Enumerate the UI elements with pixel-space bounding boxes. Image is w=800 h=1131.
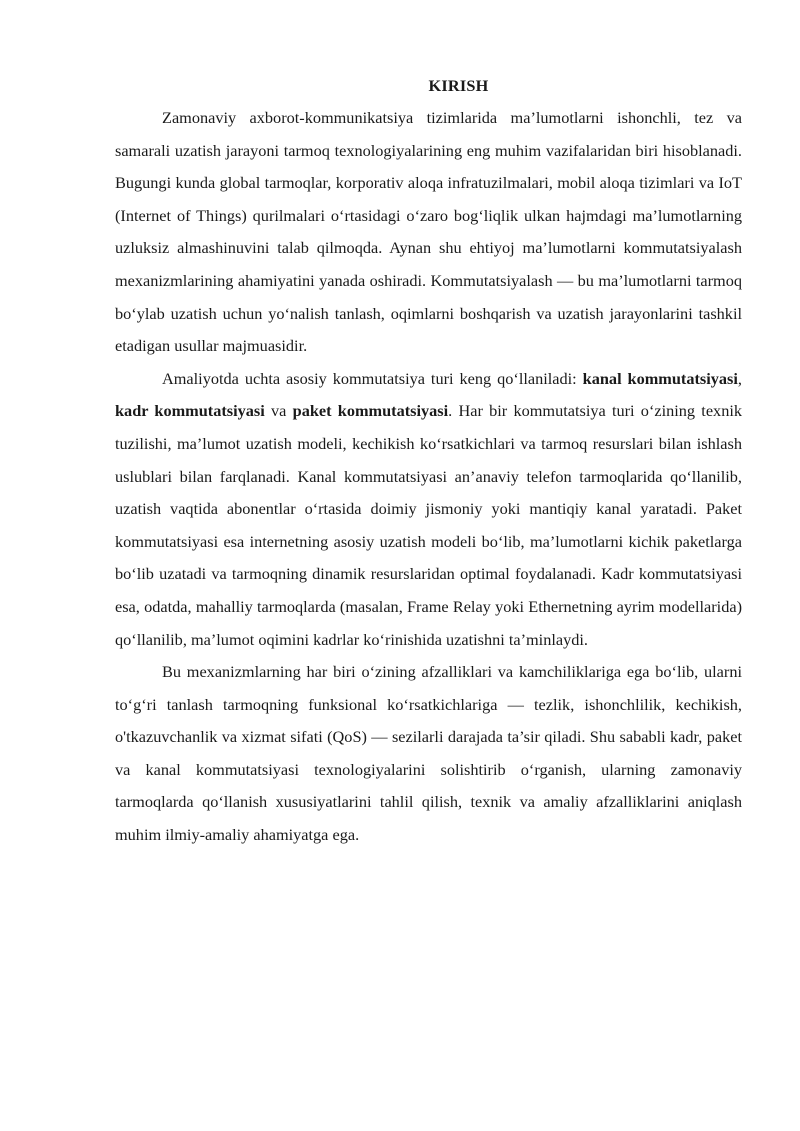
paragraph-2-rest: . Har bir kommutatsiya turi o‘zining texnik tuzilishi, ma’lumot uzatish modeli, kechikish ko‘rsatkichlari va tarmoq resurslari bilan ishlash uslublari bilan farqlanadi. Kanal kommutatsiyasi an’anaviy telefon tarmoqlarida qo‘llanilib, uzatish vaqtida abonentlar o‘rtasida doimiy jismoniy yoki mantiqiy kanal yaratadi. Paket kommutatsiyasi esa internetning asosiy uzatish modeli bo‘lib, ma’lumotlarni kichik paketlarga bo‘lib uzatadi va tarmoqning dinamik resurslaridan optimal foydalanadi. Kadr kommutatsiyasi esa, odatda, mahalliy tarmoqlarda (masalan, Frame Relay yoki Ethernetning ayrim modellarida) qo‘llanilib, ma’lumot oqimini kadrlar ko‘rinishida uzatishni ta’minlaydi. xyxy=(115,401,742,649)
term-paket-kommutatsiyasi: paket kommutatsiyasi xyxy=(292,401,449,421)
term-kanal-kommutatsiyasi: kanal kommutatsiyasi xyxy=(582,368,738,388)
paragraph-2-intro: Amaliyotda uchta asosiy kommutatsiya turi keng qo‘llaniladi: xyxy=(162,368,583,388)
paragraph-2 xyxy=(115,363,742,656)
term-kadr-kommutatsiyasi: kadr kommutatsiyasi xyxy=(115,401,265,421)
paragraph-1: Zamonaviy axborot-kommunikatsiya tizimlarida ma’lumotlarni ishonchli, tez va samarali uzatish jarayoni tarmoq texnologiyalarining eng muhim vazifalaridan biri hisoblanadi. Bugungi kunda global tarmoqlar, korporativ aloqa infratuzilmalari, mobil aloqa tizimlari va IoT (Internet of Things) qurilmalari o‘rtasidagi o‘zaro bog‘liqlik ulkan hajmdagi ma’lumotlarning uzluksiz almashinuvini talab qilmoqda. Aynan shu ehtiyoj ma’lumotlarni kommutatsiyalash mexanizmlarining ahamiyatini yanada oshiradi. Kommutatsiyalash — bu ma’lumotlarni tarmoq bo‘ylab uzatish uchun yo‘nalish tanlash, oqimlarni boshqarish va uzatish jarayonlarini tashkil etadigan usullar majmuasidir. xyxy=(115,108,742,356)
section-heading: KIRISH xyxy=(428,76,489,95)
document-page xyxy=(115,70,742,852)
paragraph-3: Bu mexanizmlarning har biri o‘zining afzalliklari va kamchiliklariga ega bo‘lib, ularni to‘g‘ri tanlash tarmoqning funksional ko‘rsatkichlariga — tezlik, ishonchlilik, kechikish, o'tkazuvchanlik va xizmat sifati (QoS) — sezilarli darajada ta’sir qiladi. Shu sababli kadr, paket va kanal kommutatsiyasi texnologiyalarini solishtirib o‘rganish, ularning zamonaviy tarmoqlarda qo‘llanish xususiyatlarini tahlil qilish, texnik va amaliy afzalliklarini aniqlash muhim ilmiy-amaliy ahamiyatga ega. xyxy=(115,662,742,845)
paragraph-2-sep2: va xyxy=(264,401,293,421)
paragraph-2-sep1: , xyxy=(737,368,742,388)
